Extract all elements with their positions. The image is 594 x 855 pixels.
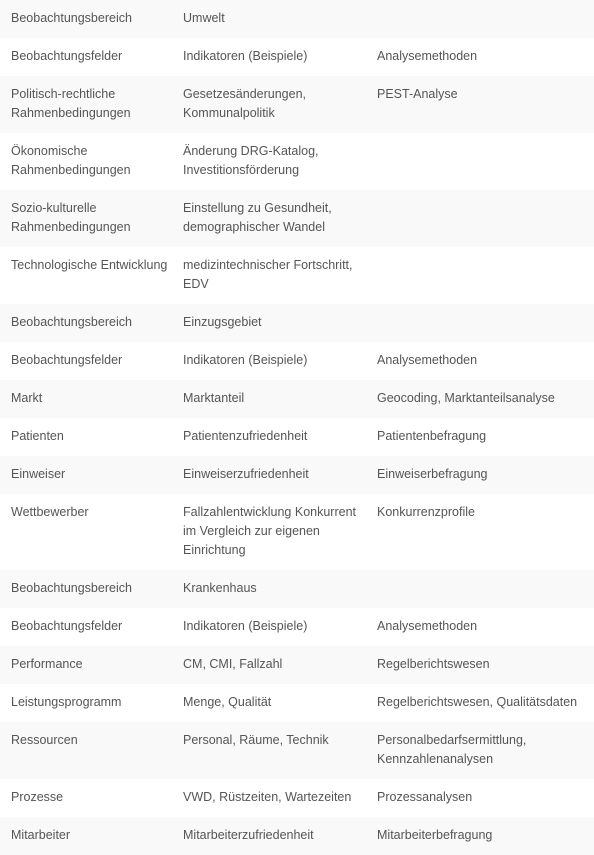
cell-indicators: Änderung DRG-Katalog, Investitionsförderung bbox=[172, 133, 366, 190]
table-row bbox=[0, 247, 594, 304]
cell-field: Prozesse bbox=[0, 779, 172, 817]
column-header-fields: Beobachtungsfelder bbox=[0, 608, 172, 646]
cell-field: Markt bbox=[0, 380, 172, 418]
cell-field: Ökonomische Rahmenbedingungen bbox=[0, 133, 172, 190]
cell-indicators: Patientenzufriedenheit bbox=[172, 418, 366, 456]
cell-methods: Patientenbefragung bbox=[366, 418, 594, 456]
table-row bbox=[0, 817, 594, 855]
column-header-row bbox=[0, 608, 594, 646]
column-header-methods: Analysemethoden bbox=[366, 608, 594, 646]
cell-indicators: medizintechnischer Fortschritt, EDV bbox=[172, 247, 366, 304]
cell-methods bbox=[366, 190, 594, 247]
cell-field: Wettbewerber bbox=[0, 494, 172, 570]
column-header-fields: Beobachtungsfelder bbox=[0, 38, 172, 76]
section-header-value: Krankenhaus bbox=[172, 570, 366, 608]
cell-indicators: Fallzahlentwicklung Konkurrent im Vergleich zur eigenen Einrichtung bbox=[172, 494, 366, 570]
table-row bbox=[0, 133, 594, 190]
table-row bbox=[0, 494, 594, 570]
section-header-label: Beobachtungsbereich bbox=[0, 570, 172, 608]
cell-indicators: Einstellung zu Gesundheit, demographischer Wandel bbox=[172, 190, 366, 247]
cell-indicators: Gesetzesänderungen, Kommunalpolitik bbox=[172, 76, 366, 133]
cell-methods: Konkurrenzprofile bbox=[366, 494, 594, 570]
cell-methods bbox=[366, 133, 594, 190]
cell-indicators: CM, CMI, Fallzahl bbox=[172, 646, 366, 684]
cell-methods: Prozessanalysen bbox=[366, 779, 594, 817]
column-header-methods: Analysemethoden bbox=[366, 38, 594, 76]
cell-indicators: Personal, Räume, Technik bbox=[172, 722, 366, 779]
section-header-row bbox=[0, 0, 594, 38]
cell-indicators: Menge, Qualität bbox=[172, 684, 366, 722]
cell-field: Performance bbox=[0, 646, 172, 684]
cell-methods: Regelberichtswesen bbox=[366, 646, 594, 684]
cell-methods: Regelberichtswesen, Qualitätsdaten bbox=[366, 684, 594, 722]
table-row bbox=[0, 779, 594, 817]
cell-indicators: VWD, Rüstzeiten, Wartezeiten bbox=[172, 779, 366, 817]
table-row bbox=[0, 646, 594, 684]
cell-field: Sozio-kulturelle Rahmenbedingungen bbox=[0, 190, 172, 247]
column-header-indicators: Indikatoren (Beispiele) bbox=[172, 38, 366, 76]
cell-indicators: Mitarbeiterzufriedenheit bbox=[172, 817, 366, 855]
column-header-fields: Beobachtungsfelder bbox=[0, 342, 172, 380]
cell-indicators: Marktanteil bbox=[172, 380, 366, 418]
cell-methods: Geocoding, Marktanteilsanalyse bbox=[366, 380, 594, 418]
column-header-row bbox=[0, 342, 594, 380]
section-header-row bbox=[0, 304, 594, 342]
cell-methods: PEST-Analyse bbox=[366, 76, 594, 133]
table-row bbox=[0, 76, 594, 133]
column-header-indicators: Indikatoren (Beispiele) bbox=[172, 608, 366, 646]
cell-field: Einweiser bbox=[0, 456, 172, 494]
table-row bbox=[0, 190, 594, 247]
cell-field: Ressourcen bbox=[0, 722, 172, 779]
table-row bbox=[0, 456, 594, 494]
cell-indicators: Einweiserzufriedenheit bbox=[172, 456, 366, 494]
cell-methods: Einweiserbefragung bbox=[366, 456, 594, 494]
section-header-label: Beobachtungsbereich bbox=[0, 304, 172, 342]
cell-field: Politisch-rechtliche Rahmenbedingungen bbox=[0, 76, 172, 133]
table-row bbox=[0, 418, 594, 456]
section-header-value: Umwelt bbox=[172, 0, 366, 38]
section-header-value: Einzugsgebiet bbox=[172, 304, 366, 342]
section-header-empty bbox=[366, 304, 594, 342]
column-header-methods: Analysemethoden bbox=[366, 342, 594, 380]
cell-field: Technologische Entwicklung bbox=[0, 247, 172, 304]
section-header-empty bbox=[366, 0, 594, 38]
section-header-label: Beobachtungsbereich bbox=[0, 0, 172, 38]
cell-field: Leistungsprogramm bbox=[0, 684, 172, 722]
cell-methods: Personalbedarfsermittlung, Kennzahlenanalysen bbox=[366, 722, 594, 779]
table-row bbox=[0, 380, 594, 418]
table-row bbox=[0, 684, 594, 722]
section-header-row bbox=[0, 570, 594, 608]
column-header-indicators: Indikatoren (Beispiele) bbox=[172, 342, 366, 380]
section-header-empty bbox=[366, 570, 594, 608]
column-header-row bbox=[0, 38, 594, 76]
table-row bbox=[0, 722, 594, 779]
cell-field: Mitarbeiter bbox=[0, 817, 172, 855]
cell-methods bbox=[366, 247, 594, 304]
cell-field: Patienten bbox=[0, 418, 172, 456]
cell-methods: Mitarbeiterbefragung bbox=[366, 817, 594, 855]
